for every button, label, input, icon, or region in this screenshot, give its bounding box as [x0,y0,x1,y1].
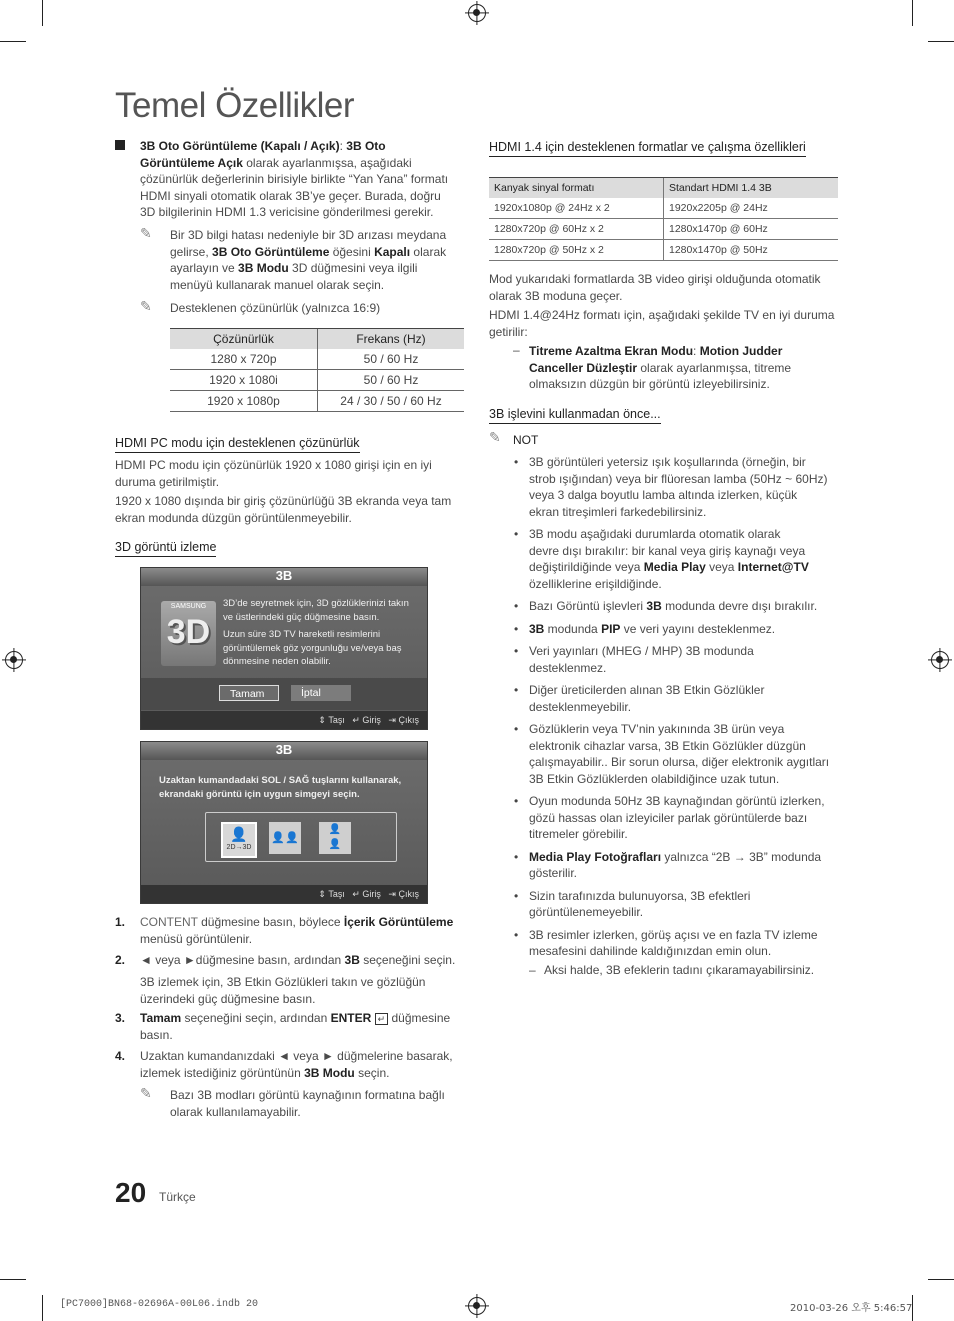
table-row: 1920x1080p @ 24Hz x 2 1920x2205p @ 24Hz [489,198,838,219]
exit-icon: ⇥ [388,889,396,899]
note-icon: ✎ [140,225,152,241]
enter-icon: ↵ [352,889,360,899]
enter-key-icon: ↵ [375,1013,389,1025]
crop-mark [928,41,954,42]
section-title-3d-view: 3D görüntü izleme [115,540,216,557]
step-note: Bazı 3B modları görüntü kaynağının formatına bağlı olarak kullanılamayabilir. [170,1088,445,1119]
note-icon: ✎ [489,429,501,445]
table-header: Standart HDMI 1.4 3B [664,178,839,199]
table-header: Frekans (Hz) [318,329,465,350]
motion-judder-item: Titreme Azaltma Ekran Modu: Motion Judder Canceller Düzleştir olarak ayarlanmışsa, titreme olmaksızın düzgün bir görüntü izleyebilirsiniz. [529,344,792,391]
step-number: 3. [115,1011,126,1025]
hdmi-pc-paragraph-1: HDMI PC modu için çözünürlük 1920 x 1080 girişi için en iyi duruma getirilmiştir. [115,458,432,489]
step-2-continued: 3B izlemek için, 3B Etkin Gözlükleri takın ve gözlüğün üzerindeki güç düğmesine basın. [140,975,426,1006]
resolution-table [170,328,464,412]
list-item: • 3B modunda PIP ve veri yayını desteklenmez. [529,621,844,638]
note-supported-resolution: Desteklenen çözünürlük (yalnızca 16:9) [170,301,381,315]
osd-message: Uzaktan kumandadaki SOL / SAĞ tuşlarını kullanarak, ekrandaki görüntü için uygun simgeyi seçin. [159,775,402,800]
3d-logo-icon: SAMSUNG 3D [161,601,216,666]
square-bullet-icon [115,140,125,150]
list-item: • Veri yayınları (MHEG / MHP) 3B modunda desteklenmez. [529,643,844,676]
crop-mark [42,1295,43,1321]
cancel-button[interactable]: İptal [291,685,351,701]
list-item: • 3B görüntüleri yetersiz ışık koşullarında (örneğin, bir strob ışığından) veya bir flüoresan lamba (50Hz ~ 60Hz) veya 3 dalga boyutlu lamba altında izlerken, küçük ekran titreşimleri farkedebilirsiniz. [529,454,844,520]
step-number: 1. [115,915,126,929]
auto-mode-paragraph: Mod yukarıdaki formatlarda 3B video girişi olduğunda otomatik olarak 3B moduna geçer. [489,272,821,303]
list-item: • Sizin tarafınızda bulunuyorsa, 3B efektleri görüntülenemeyebilir. [529,888,844,921]
hdmi-24hz-paragraph: HDMI 1.4@24Hz formatı için, aşağıdaki şekilde TV en iyi duruma getirilir: [489,308,835,339]
hdmi14-format-table [489,177,838,261]
file-info: [PC7000]BN68-02696A-00L06.indb 20 [60,1299,259,1310]
language-label: Türkçe [159,1190,196,1204]
step-4: Uzaktan kumandanızdaki ◄ veya ► düğmelerine basarak, izlemek istediğiniz görüntünün 3B Modu seçin. [140,1049,453,1080]
list-item: • Oyun modunda 50Hz 3B kaynağından görüntü izlerken, gözü hassas olan izleyiciler parlak görüntülerde bazı titremeler görebilir. [529,793,844,843]
list-item: • Gözlüklerin veya TV’nin yakınında 3B ürün veya elektronik cihazlar varsa, 3B Etkin Gözlükler düzgün çalışmayabilir.. Bir sorun olursa, diğer elektronik aygıtları 3B Etkin Gözlüklerden olabildiğince uzak tutun. [529,721,844,787]
table-row: 1920 x 1080p 24 / 30 / 50 / 60 Hz [170,391,464,412]
step-number: 2. [115,953,126,967]
table-header: Kanyak sinyal formatı [489,178,664,199]
dash-bullet: – [513,343,520,357]
osd-footer: ⇕ Taşı ↵ Giriş ⇥ Çıkış [141,711,427,729]
top-bottom-mode-icon[interactable]: 👤 👤 [319,822,351,854]
print-date: 2010-03-26 오후 5:46:57 [790,1303,913,1314]
note-icon: ✎ [140,1085,152,1101]
note-icon: ✎ [140,298,152,314]
list-item: • Bazı Görüntü işlevleri 3B modunda devre dışı bırakılır. [529,598,844,615]
osd-header: 3B [141,742,427,760]
osd-footer: ⇕ Taşı ↵ Giriş ⇥ Çıkış [141,885,427,903]
2d-to-3d-mode-icon[interactable]: 👤 2D→3D [221,822,257,858]
step-3: Tamam seçeneğini seçin, ardından ENTER ↵ düğmesine basın. [140,1011,451,1042]
not-label: NOT [513,433,539,447]
exit-icon: ⇥ [388,715,396,725]
osd-3d-mode-dialog [140,741,428,904]
enter-icon: ↵ [352,715,360,725]
crop-mark [912,0,913,26]
ok-button[interactable]: Tamam [219,685,279,701]
crop-mark [0,41,26,42]
registration-mark-icon [468,1297,486,1315]
osd-button-bar [141,678,427,710]
section-title-hdmi-pc: HDMI PC modu için desteklenen çözünürlük [115,436,360,453]
crop-mark [928,1279,954,1280]
step-2: ◄ veya ►düğmesine basın, ardından 3B seçeneğini seçin. [140,953,456,967]
list-item: • 3B modu aşağıdaki durumlarda otomatik olarak devre dışı bırakılır: bir kanal veya giriş kaynağı veya değiştirildiğinde veya Media Play veya Internet@TV özelliklerine erişildiğinde. [529,526,844,592]
list-item: • Diğer üreticilerden alınan 3B Etkin Gözlükler desteklenmeyebilir. [529,682,844,715]
table-row: 1280x720p @ 60Hz x 2 1280x1470p @ 60Hz [489,219,838,240]
intro-paragraph: 3B Oto Görüntüleme (Kapalı / Açık): 3B Oto Görüntüleme Açık olarak ayarlanmışsa, aşağıdaki çözünürlük değerlerinin birisiyle birlikte “Yan Yana” formatı HDMI sinyali otomatik olarak 3B’ye geçer. Burada, doğru 3D bilgilerinin HDMI 1.3 vericisine gönderilmesi gerekir. [140,139,449,219]
hdmi-pc-paragraph-2: 1920 x 1080 dışında bir giriş çözünürlüğü 3B ekranda veya tam ekran modunda düzgün görüntülenmeyebilir. [115,494,452,525]
step-number: 4. [115,1049,126,1063]
registration-mark-icon [5,651,23,669]
list-item: • 3B resimler izlerken, görüş açısı ve en fazla TV izleme mesafesini dahilinde kaldığınızdan emin olun. – Aksi halde, 3B efeklerin tadını çıkaramayabilirsiniz. [529,927,844,979]
note-3d-error: Bir 3D bilgi hatası nedeniyle bir 3D arızası meydana gelirse, 3B Oto Görüntüleme öğesini Kapalı olarak ayarlayın ve 3B Modu 3D düğmesini veya ilgili menüyü kullanarak manuel olarak seçin. [170,228,447,292]
step-1: CONTENT düğmesine basın, böylece İçerik Görüntüleme menüsü görüntülenir. [140,915,454,946]
crop-mark [0,1279,26,1280]
move-icon: ⇕ [318,889,326,899]
registration-mark-icon [468,4,486,22]
osd-3d-warning-dialog [140,567,428,730]
table-row: 1920 x 1080i 50 / 60 Hz [170,370,464,391]
section-title-hdmi14: HDMI 1.4 için desteklenen formatlar ve çalışma özellikleri [489,140,806,157]
osd-message: 3D’de seyretmek için, 3D gözlüklerinizi takın ve üstlerindeki güç düğmesine basın. Uzun süre 3D TV hareketli resimlerini görüntülemek göz yorgunluğu ve/veya baş dönmesine neden olabilir. [223,598,409,667]
table-header: Çözünürlük [170,329,318,350]
section-title-before-3d: 3B işlevini kullanmadan önce... [489,407,661,424]
registration-mark-icon [931,651,949,669]
table-row: 1280 x 720p 50 / 60 Hz [170,349,464,370]
list-item: • Media Play Fotoğrafları yalnızca “2B → 3B” modunda gösterilir. [529,849,844,882]
page-number: 20 [115,1177,147,1208]
osd-header: 3B [141,568,427,586]
page-title: Temel Özellikler [115,86,354,125]
notes-list [529,454,844,984]
crop-mark [42,0,43,26]
move-icon: ⇕ [318,715,326,725]
side-by-side-mode-icon[interactable]: 👤👤 [269,822,301,854]
table-row: 1280x720p @ 50Hz x 2 1280x1470p @ 50Hz [489,240,838,261]
